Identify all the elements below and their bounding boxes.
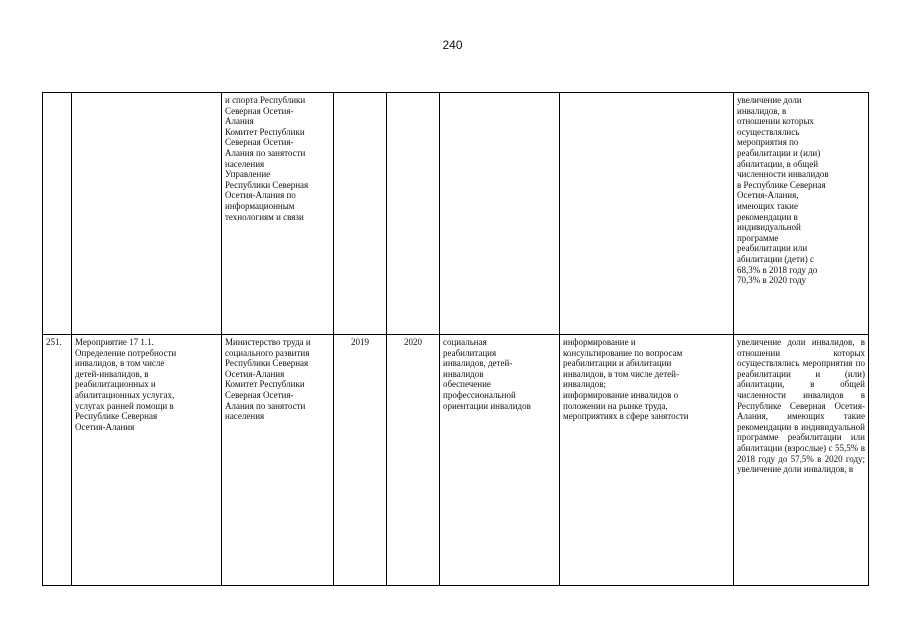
page-number: 240 [442,38,463,52]
cell-executor: Министерство труда и социального развития Республики Северная Осетия-Алания Комитет Республики Северная Осетия- Алания по занятости населения [222,335,334,586]
table-row [43,93,869,335]
cell-number: 251. [43,335,72,586]
cell-indicator: увеличение доли инвалидов, в отношении которых осуществлялись мероприятия по реабилитации и (или) абилитации, в общей численности инвалидов в Республике Северная Осетия-Алания, имеющих такие рекомендации в индивидуальной программе реабилитации или абилитации (взрослые) с 55,5% в 2018 году до 57,5% в 2020 году; увеличение доли инвалидов, в [734,335,869,586]
program-activities-table [42,92,869,586]
cell-number [43,93,72,335]
table-row [43,335,869,586]
cell-activity-content [560,93,734,335]
cell-expected-result: социальная реабилитация инвалидов, детей- инвалидов обеспечение профессиональной ориентации инвалидов [440,335,560,586]
cell-end-year: 2020 [387,335,440,586]
cell-start-year [334,93,387,335]
cell-start-year: 2019 [334,335,387,586]
cell-end-year [387,93,440,335]
cell-activity-name: Мероприятие 17 1.1. Определение потребности инвалидов, в том числе детей-инвалидов, в реабилитационных и абилитационных услугах, услугах ранней помощи в Республике Северная Осетия-Алания [72,335,222,586]
cell-indicator: увеличение доли инвалидов, в отношении которых осуществлялись мероприятия по реабилитации и (или) абилитации, в общей численности инвалидов в Республике Северная Осетия-Алания, имеющих такие рекомендации в индивидуальной программе реабилитации или абилитации (дети) с 68,3% в 2018 году до 70,3% в 2020 году [734,93,869,335]
cell-activity-content: информирование и консультирование по вопросам реабилитации и абилитации инвалидов, в том числе детей- инвалидов; информирование инвалидов о положении на рынке труда, мероприятиях в сфере занятости [560,335,734,586]
cell-executor: и спорта Республики Северная Осетия- Алания Комитет Республики Северная Осетия- Алания по занятости населения Управление Республики Северная Осетия-Алания по информационным технологиям и связи [222,93,334,335]
cell-expected-result [440,93,560,335]
cell-activity-name [72,93,222,335]
